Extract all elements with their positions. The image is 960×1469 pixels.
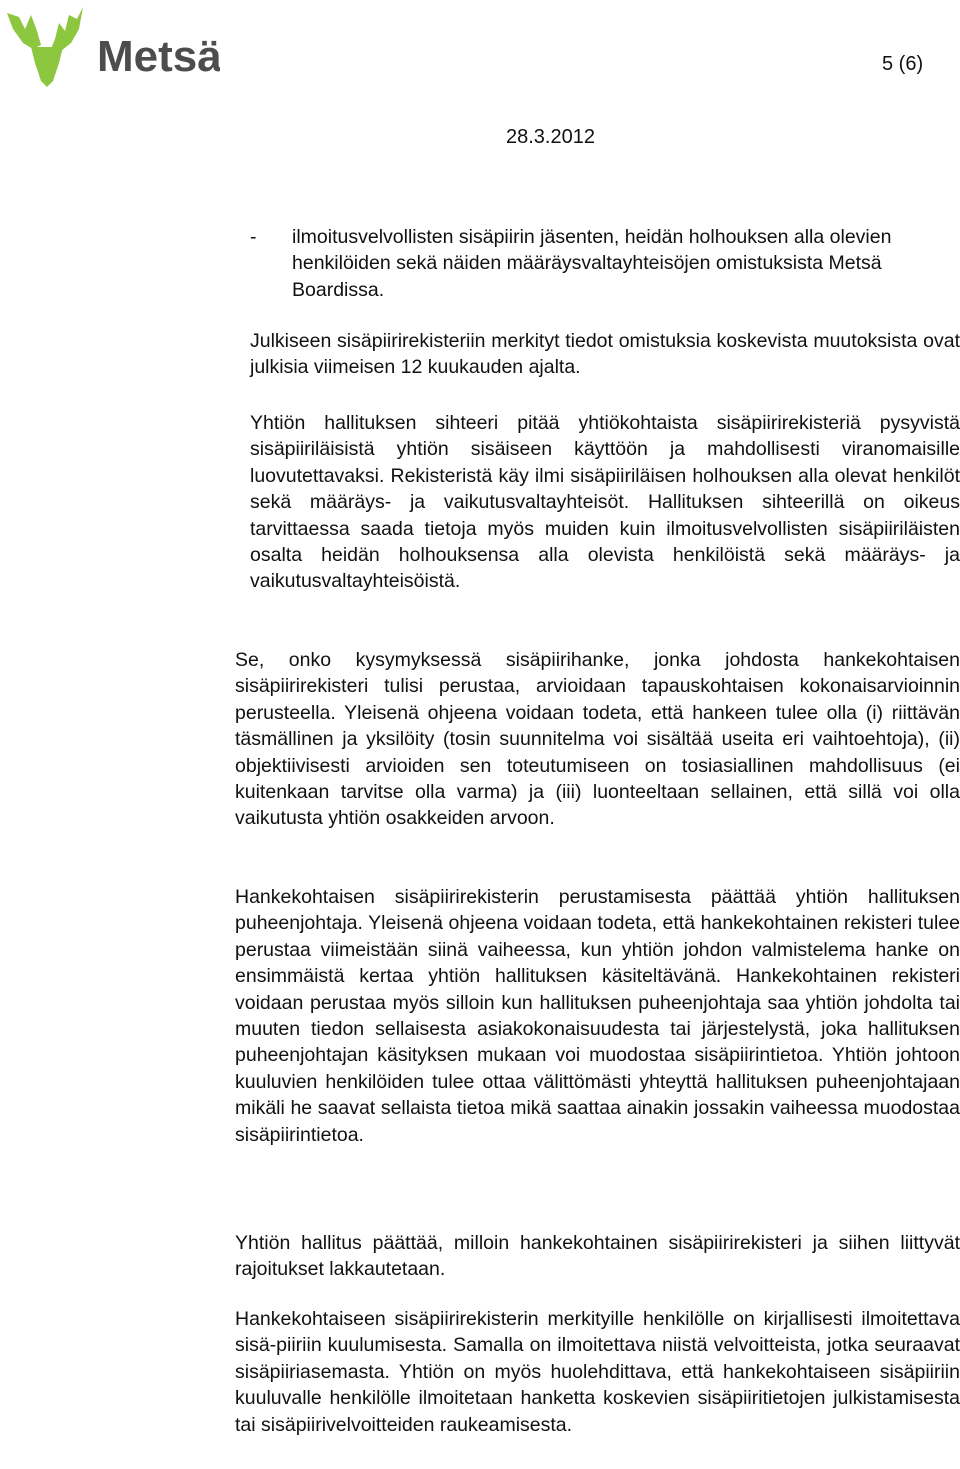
paragraph-register-termination: Yhtiön hallitus päättää, milloin hankekohtainen sisäpiirirekisteri ja siihen liittyvät rajoitukset lakkautetaan. — [235, 1232, 960, 1281]
document-date: 28.3.2012 — [506, 126, 595, 148]
paragraph-public-register: Julkiseen sisäpiirirekisteriin merkityt tiedot omistuksia koskevista muutoksista ovat julkisia viimeisen 12 kuukauden ajalta. — [250, 330, 960, 379]
moose-antler-icon — [5, 5, 220, 87]
metsa-logo — [5, 5, 220, 87]
paragraph-insider-project: Se, onko kysymyksessä sisäpiirihanke, jonka johdosta hankekohtaisen sisäpiirirekisteri tulisi perustaa, arvioidaan tapauskohtaisen kokonaisarvioinnin perusteella. Yleisenä ohjeena voidaan todeta, että hankeen tulee olla (i) riittävän täsmällinen ja yksilöity (tosin suunnitelma voi sisältää useita eri vaihtoehtoja), (ii) objektiivisesti arvioiden sen toteutumiseen on tosiasiallinen mahdollisuus (ei kuitenkaan tarvitse olla varma) ja (iii) luonteeltaan sellainen, että sillä voi olla vaikutusta yhtiön osakkeiden arvoon. — [235, 649, 960, 830]
page-number: 5 (6) — [882, 53, 924, 75]
bullet-marker: - — [250, 226, 257, 248]
paragraph-notification: Hankekohtaiseen sisäpiirirekisterin merkityille henkilölle on kirjallisesti ilmoitettava sisä-piiriin kuulumisesta. Samalla on ilmoitettava niistä velvoitteista, jotka seuraavat sisäpiiriasemasta. Yhtiön on myös huolehdittava, että hankekohtaiseen sisäpiiriin kuuluvalle henkilölle ilmoitetaan hanketta koskevien sisäpiiritietojen julkistamisesta tai sisäpiirivelvoitteiden raukeamisesta. — [235, 1308, 960, 1436]
bullet-item-text: ilmoitusvelvollisten sisäpiirin jäsenten, heidän holhouksen alla olevien henkilöiden sekä näiden määräysvaltayhteisöjen omistuksista Metsä Boardissa. — [292, 226, 892, 301]
paragraph-project-register: Hankekohtaisen sisäpiirirekisterin perustamisesta päättää yhtiön hallituksen puheenjohtaja. Yleisenä ohjeena voidaan todeta, että hankekohtainen rekisteri tulee perustaa viimeistään siinä vaiheessa, kun yhtiön johdon valmistelema hanke on ensimmäistä kertaa yhtiön hallituksen käsiteltävänä. Hankekohtainen rekisteri voidaan perustaa myös silloin kun hallituksen puheenjohtaja saa yhtiön johdolta tai muuten tiedon sellaisesta asiakokonaisuudesta tai järjestelystä, joka hallituksen puheenjohtajan käsityksen mukaan voi muodostaa sisäpiirintietoa. Yhtiön johtoon kuuluvien henkilöiden tulee ottaa välittömästi yhteyttä hallituksen puheenjohtajaan mikäli he saavat sellaista tietoa mikä saattaa ainakin jossakin vaiheessa muodostaa sisäpiirintietoa. — [235, 886, 960, 1146]
logo-text: Metsä — [97, 32, 220, 81]
paragraph-board-secretary: Yhtiön hallituksen sihteeri pitää yhtiökohtaista sisäpiirirekisteriä pysyvistä sisäpiiriläisistä yhtiön sisäiseen käyttöön ja mahdollisesti viranomaisille luovutettavaksi. Rekisteristä käy ilmi sisäpiiriläisen holhouksen alla olevat henkilöt sekä määräys- ja vaikutusvaltayhteisöt. Hallituksen sihteerillä on oikeus tarvittaessa saada tietoja myös muiden kuin ilmoitusvelvollisten sisäpiiriläisten osalta heidän holhouksensa alla olevista henkilöistä sekä määräys- ja vaikutusvaltayhteisöistä. — [250, 412, 960, 593]
